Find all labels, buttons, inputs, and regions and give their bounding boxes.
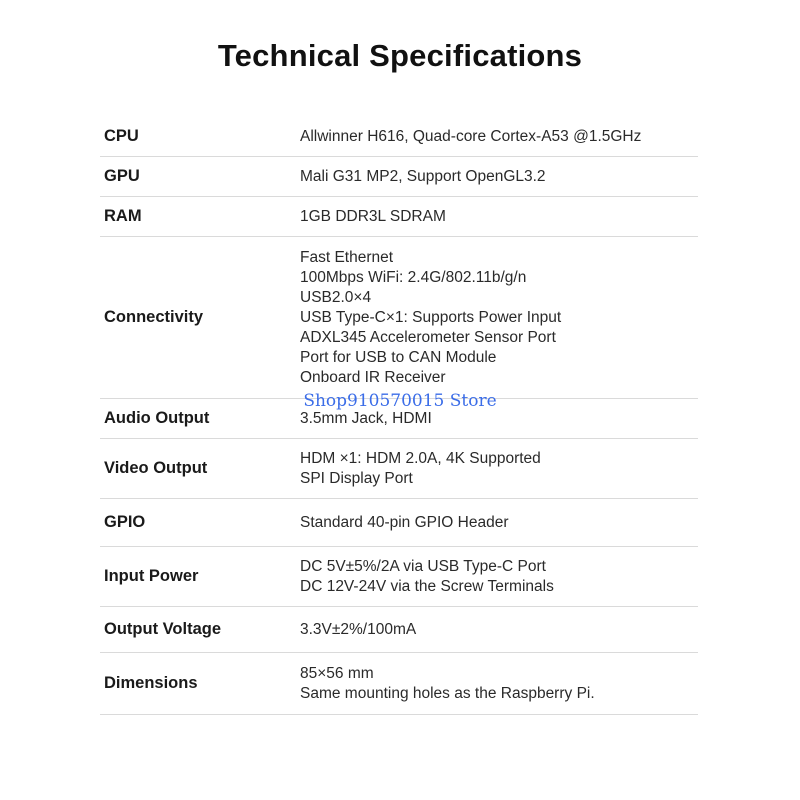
spec-value: [300, 207, 698, 227]
spec-label: Video Output: [104, 459, 208, 477]
spec-label: RAM: [104, 207, 142, 225]
spec-value: [300, 513, 698, 533]
spec-label: CPU: [104, 127, 139, 145]
spec-row: [100, 157, 698, 197]
spec-row: [100, 547, 698, 607]
spec-label: GPIO: [104, 513, 146, 531]
spec-value-line: Port for USB to CAN Module: [300, 348, 497, 366]
spec-value: [300, 557, 698, 597]
store-watermark: Shop910570015 Store: [303, 391, 497, 411]
spec-label: Audio Output: [104, 409, 210, 427]
spec-value-line: ADXL345 Accelerometer Sensor Port: [300, 328, 556, 346]
spec-row: [100, 607, 698, 653]
spec-row: [100, 197, 698, 237]
spec-row: [100, 499, 698, 547]
spec-value-line: 3.5mm Jack, HDMI: [300, 409, 432, 427]
spec-value: [300, 449, 698, 489]
spec-value: [300, 167, 698, 187]
spec-value-line: Standard 40-pin GPIO Header: [300, 513, 509, 531]
spec-row: [100, 237, 698, 399]
spec-value-line: 85×56 mm: [300, 664, 374, 682]
spec-value: [300, 620, 698, 640]
spec-value-line: 1GB DDR3L SDRAM: [300, 207, 446, 225]
spec-value-line: DC 5V±5%/2A via USB Type-C Port: [300, 557, 546, 575]
page-title: Technical Specifications: [217, 38, 583, 73]
spec-row: [100, 439, 698, 499]
spec-value: [300, 664, 698, 704]
spec-value-line: Onboard IR Receiver: [300, 368, 446, 386]
spec-value-line: HDM ×1: HDM 2.0A, 4K Supported: [300, 449, 541, 467]
spec-label: Dimensions: [104, 674, 198, 692]
spec-value-line: USB2.0×4: [300, 288, 372, 306]
spec-value-line: Mali G31 MP2, Support OpenGL3.2: [300, 167, 546, 185]
spec-value-line: Allwinner H616, Quad-core Cortex-A53 @1.5GHz: [300, 127, 642, 145]
spec-value-line: 100Mbps WiFi: 2.4G/802.11b/g/n: [300, 268, 527, 286]
spec-label: Output Voltage: [104, 620, 222, 638]
spec-label: Connectivity: [104, 308, 204, 326]
spec-row: [100, 399, 698, 439]
spec-value: [300, 248, 698, 388]
spec-value-line: Fast Ethernet: [300, 248, 394, 266]
spec-row: [100, 117, 698, 157]
spec-label: GPU: [104, 167, 140, 185]
spec-value: [300, 127, 698, 147]
spec-table: [100, 117, 698, 715]
spec-value-line: DC 12V-24V via the Screw Terminals: [300, 577, 554, 595]
spec-value-line: SPI Display Port: [300, 469, 413, 487]
spec-value-line: Same mounting holes as the Raspberry Pi.: [300, 684, 595, 702]
spec-label: Input Power: [104, 567, 199, 585]
spec-value-line: 3.3V±2%/100mA: [300, 620, 417, 638]
spec-value: [300, 409, 698, 429]
spec-row: [100, 653, 698, 715]
spec-value-line: USB Type-C×1: Supports Power Input: [300, 308, 562, 326]
